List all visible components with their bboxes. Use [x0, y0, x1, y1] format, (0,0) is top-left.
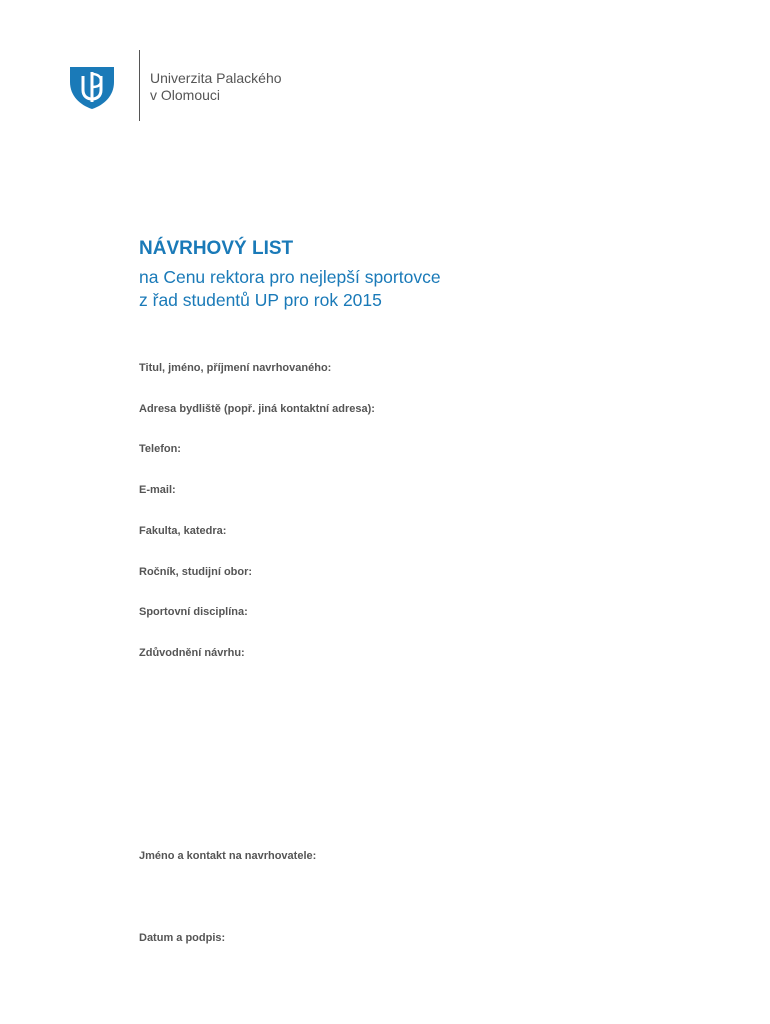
field-label-year-field: Ročník, studijní obor: [139, 566, 253, 578]
header-divider [139, 50, 140, 121]
field-label-faculty: Fakulta, katedra: [139, 525, 227, 537]
university-name [150, 70, 282, 104]
field-label-name: Titul, jméno, příjmení navrhovaného: [139, 362, 332, 374]
university-name-line2: v Olomouci [150, 87, 221, 103]
document-title: NÁVRHOVÝ LIST [139, 238, 294, 259]
university-logo-icon [68, 64, 116, 110]
field-label-email: E-mail: [139, 484, 176, 496]
subtitle-line1: na Cenu rektora pro nejlepší sportovce [139, 267, 441, 287]
field-label-proposer: Jméno a kontakt na navrhovatele: [139, 850, 317, 862]
field-label-justification: Zdůvodnění návrhu: [139, 647, 245, 659]
subtitle-line2: z řad studentů UP pro rok 2015 [139, 290, 382, 310]
field-label-address: Adresa bydliště (popř. jiná kontaktní adresa): [139, 403, 375, 415]
university-name-line1: Univerzita Palackého [150, 70, 282, 86]
field-label-sport: Sportovní disciplína: [139, 606, 248, 618]
field-label-phone: Telefon: [139, 443, 181, 455]
field-label-date-signature: Datum a podpis: [139, 932, 226, 944]
document-subtitle [139, 266, 441, 312]
